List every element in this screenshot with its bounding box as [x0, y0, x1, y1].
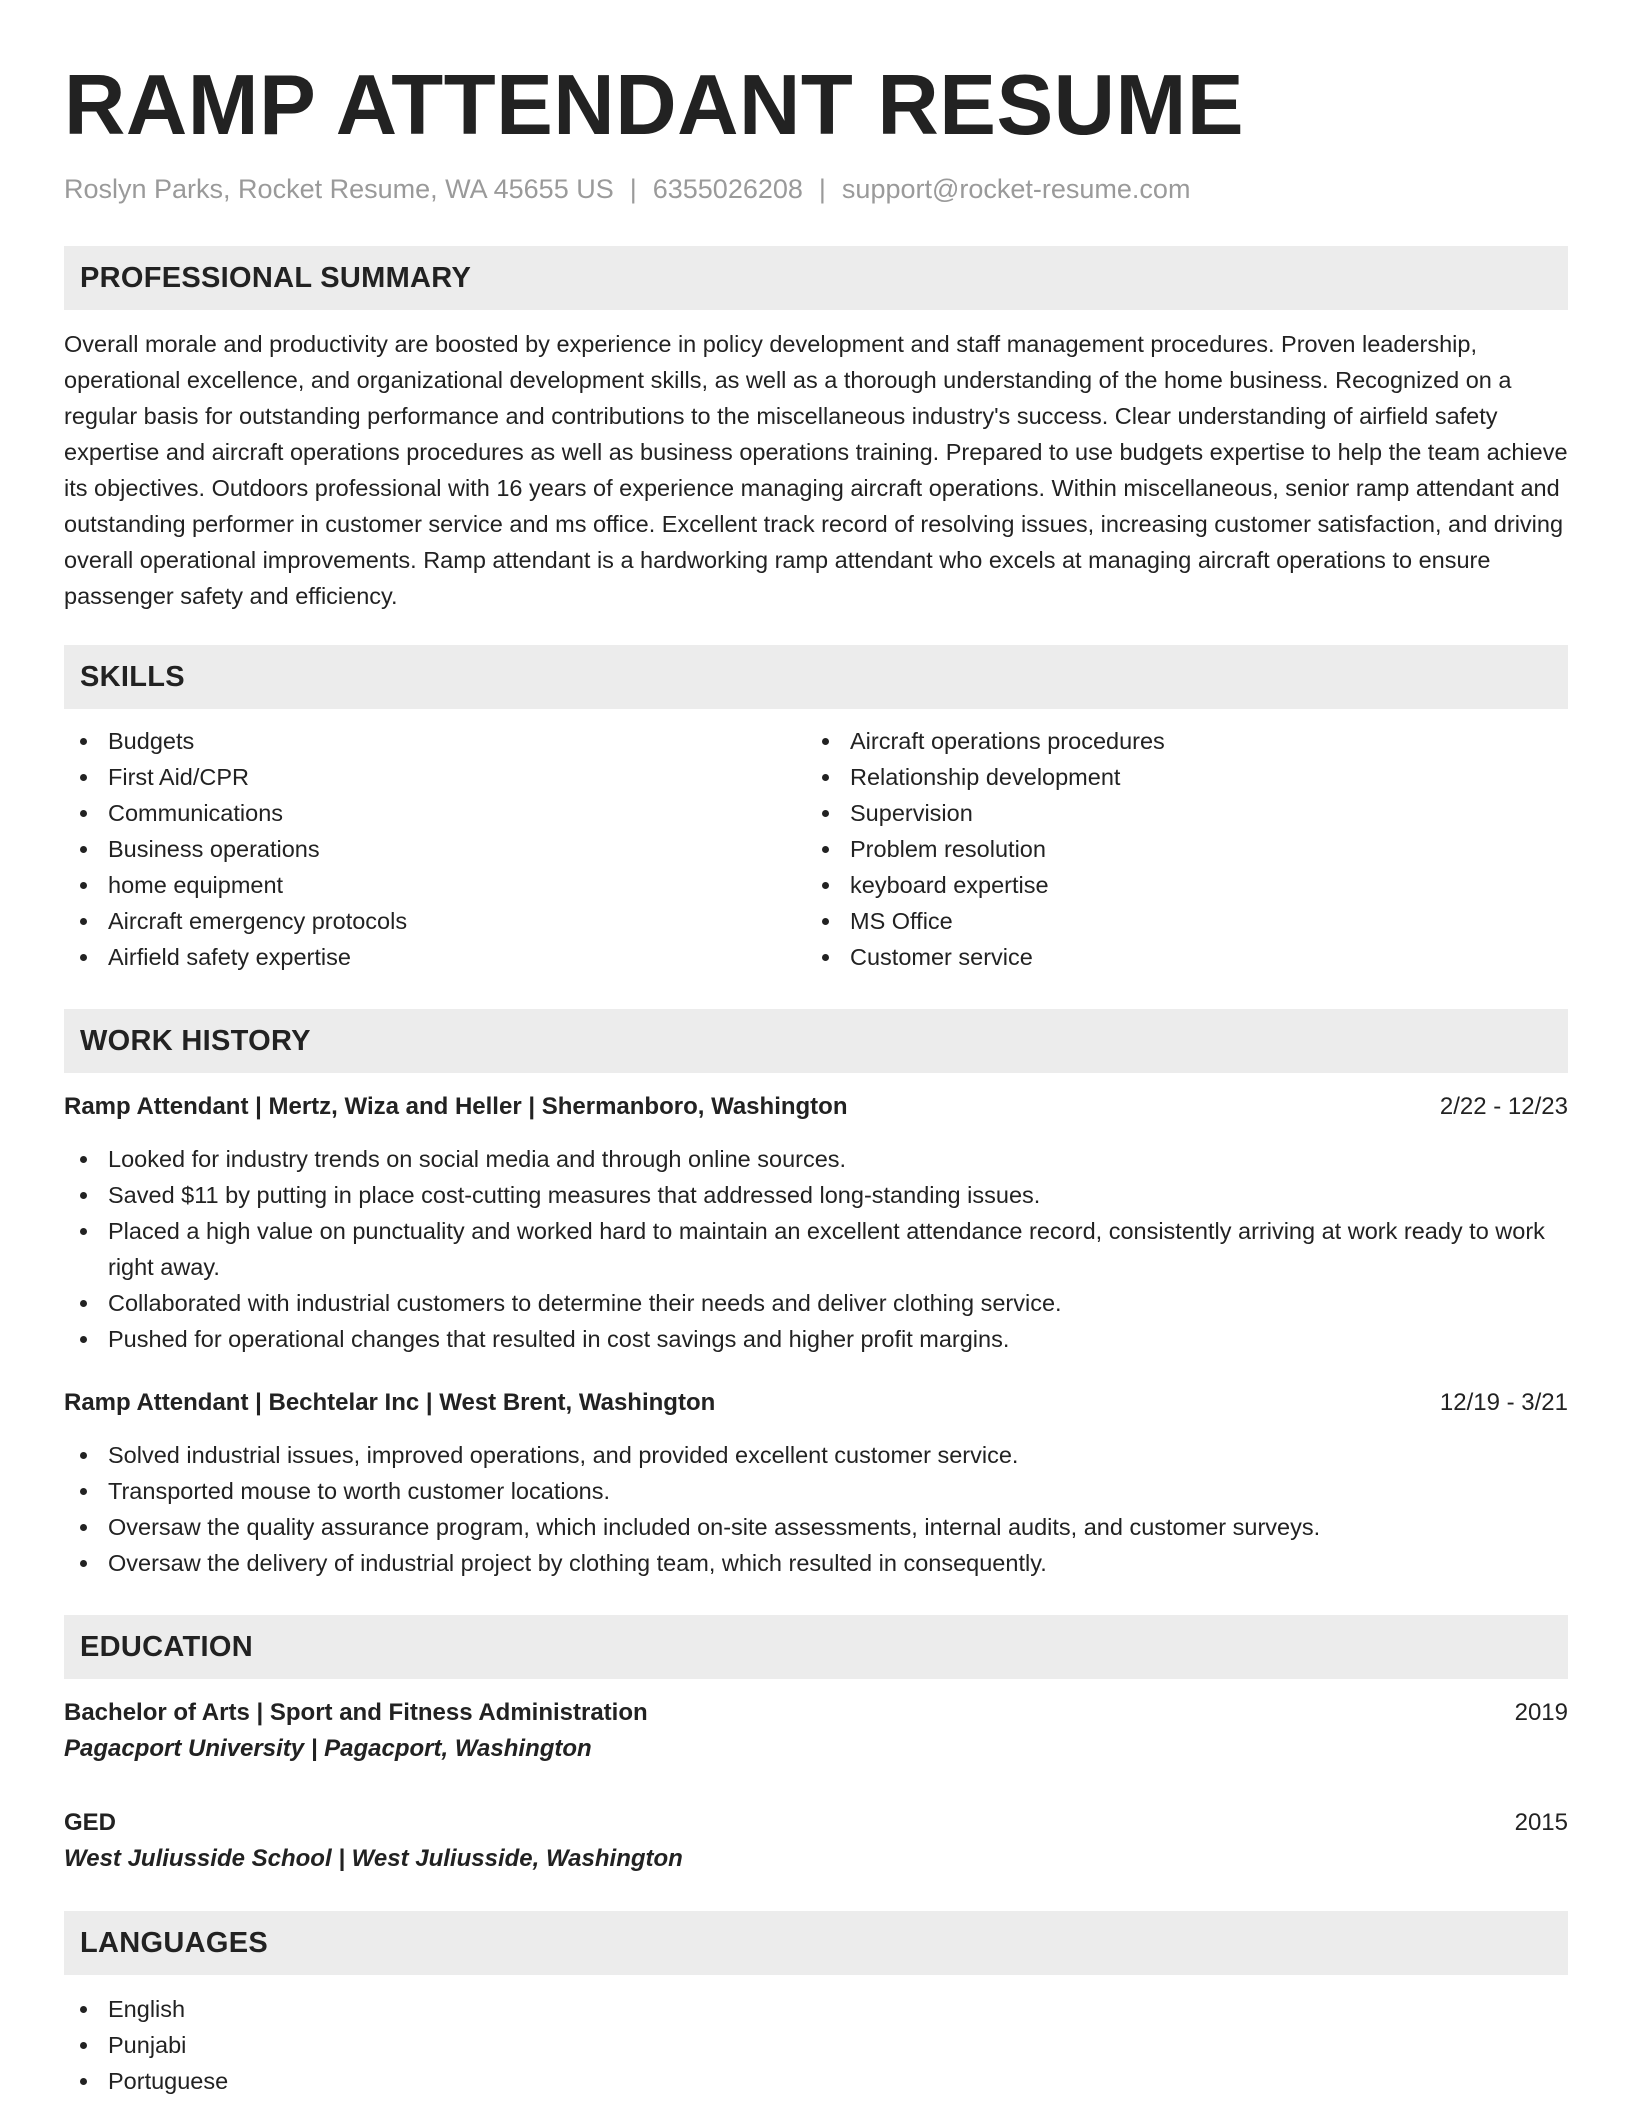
section-header-summary: PROFESSIONAL SUMMARY	[64, 246, 1568, 310]
contact-line	[64, 172, 1568, 206]
section-header-work-history: WORK HISTORY	[64, 1009, 1568, 1073]
job-dates: 12/19 - 3/21	[1439, 1389, 1568, 1416]
education-year: 2019	[1514, 1699, 1568, 1726]
education-school: Pagacport University | Pagacport, Washington	[64, 1735, 592, 1762]
job-title: Ramp Attendant | Bechtelar Inc | West Brent, Washington	[64, 1389, 716, 1416]
job-bullet: Looked for industry trends on social media and through online sources.	[64, 1141, 1568, 1177]
contact-separator: |	[818, 174, 826, 204]
section-header-education: EDUCATION	[64, 1615, 1568, 1679]
section-header-languages: LANGUAGES	[64, 1911, 1568, 1975]
skill-item: home equipment	[64, 867, 806, 903]
job-bullets	[64, 1141, 1568, 1357]
contact-address: Roslyn Parks, Rocket Resume, WA 45655 US	[64, 174, 614, 204]
education-degree: Bachelor of Arts | Sport and Fitness Administration	[64, 1699, 648, 1726]
skill-item: MS Office	[806, 903, 1548, 939]
education-header	[64, 1695, 1568, 1731]
job-bullet: Oversaw the quality assurance program, which included on-site assessments, internal audits, and customer surveys.	[64, 1509, 1568, 1545]
education-degree: GED	[64, 1809, 117, 1836]
education-year: 2015	[1514, 1809, 1568, 1836]
job-bullets	[64, 1437, 1568, 1581]
language-item: Punjabi	[64, 2027, 1568, 2063]
skill-item: First Aid/CPR	[64, 759, 806, 795]
contact-phone: 6355026208	[652, 174, 803, 204]
language-item: Portuguese	[64, 2063, 1568, 2099]
education-entry	[64, 1805, 1568, 1877]
languages-list	[64, 1991, 1568, 2099]
summary-text: Overall morale and productivity are boosted by experience in policy development and staff management procedures. Proven leadership, operational excellence, and organizational development skills, as well as a thorough understanding of the home business. Recognized on a regular basis for outstanding performance and contributions to the miscellaneous industry's success. Clear understanding of airfield safety expertise and aircraft operations procedures as well as business operations training. Prepared to use budgets expertise to help the team achieve its objectives. Outdoors professional with 16 years of experience managing aircraft operations. Within miscellaneous, senior ramp attendant and outstanding performer in customer service and ms office. Excellent track record of resolving issues, increasing customer satisfaction, and driving overall operational improvements. Ramp attendant is a hardworking ramp attendant who excels at managing aircraft operations to ensure passenger safety and efficiency.	[64, 331, 1568, 609]
skill-item: Customer service	[806, 939, 1548, 975]
skills-column-left	[64, 723, 806, 975]
job-dates: 2/22 - 12/23	[1439, 1093, 1568, 1120]
skill-item: Problem resolution	[806, 831, 1548, 867]
skill-item: Business operations	[64, 831, 806, 867]
skill-item: Relationship development	[806, 759, 1548, 795]
contact-separator: |	[629, 174, 637, 204]
job-bullet: Pushed for operational changes that resulted in cost savings and higher profit margins.	[64, 1321, 1568, 1357]
education-header	[64, 1805, 1568, 1841]
job-header	[64, 1385, 1568, 1421]
skill-item: keyboard expertise	[806, 867, 1548, 903]
skill-item: Aircraft operations procedures	[806, 723, 1548, 759]
skill-item: Aircraft emergency protocols	[64, 903, 806, 939]
skill-item: Communications	[64, 795, 806, 831]
skill-item: Airfield safety expertise	[64, 939, 806, 975]
job-title: Ramp Attendant | Mertz, Wiza and Heller | Shermanboro, Washington	[64, 1093, 848, 1120]
skills-column-right	[806, 723, 1548, 975]
education-school: West Juliusside School | West Juliusside, Washington	[64, 1845, 683, 1872]
job-bullet: Transported mouse to worth customer locations.	[64, 1473, 1568, 1509]
skill-item: Supervision	[806, 795, 1548, 831]
language-item: English	[64, 1991, 1568, 2027]
job-bullet: Oversaw the delivery of industrial project by clothing team, which resulted in consequently.	[64, 1545, 1568, 1581]
contact-email[interactable]: support@rocket-resume.com	[841, 174, 1191, 204]
job-entry	[64, 1089, 1568, 1357]
resume-title: RAMP ATTENDANT RESUME	[64, 58, 1245, 153]
job-header	[64, 1089, 1568, 1125]
education-entry	[64, 1695, 1568, 1767]
skills-list	[64, 723, 1568, 975]
job-bullet: Solved industrial issues, improved operations, and provided excellent customer service.	[64, 1437, 1568, 1473]
job-bullet: Placed a high value on punctuality and worked hard to maintain an excellent attendance record, consistently arriving at work ready to work right away.	[64, 1213, 1568, 1285]
section-header-skills: SKILLS	[64, 645, 1568, 709]
job-entry	[64, 1385, 1568, 1581]
job-bullet: Saved $11 by putting in place cost-cutting measures that addressed long-standing issues.	[64, 1177, 1568, 1213]
skill-item: Budgets	[64, 723, 806, 759]
resume-page	[64, 56, 1568, 2099]
job-bullet: Collaborated with industrial customers to determine their needs and deliver clothing service.	[64, 1285, 1568, 1321]
